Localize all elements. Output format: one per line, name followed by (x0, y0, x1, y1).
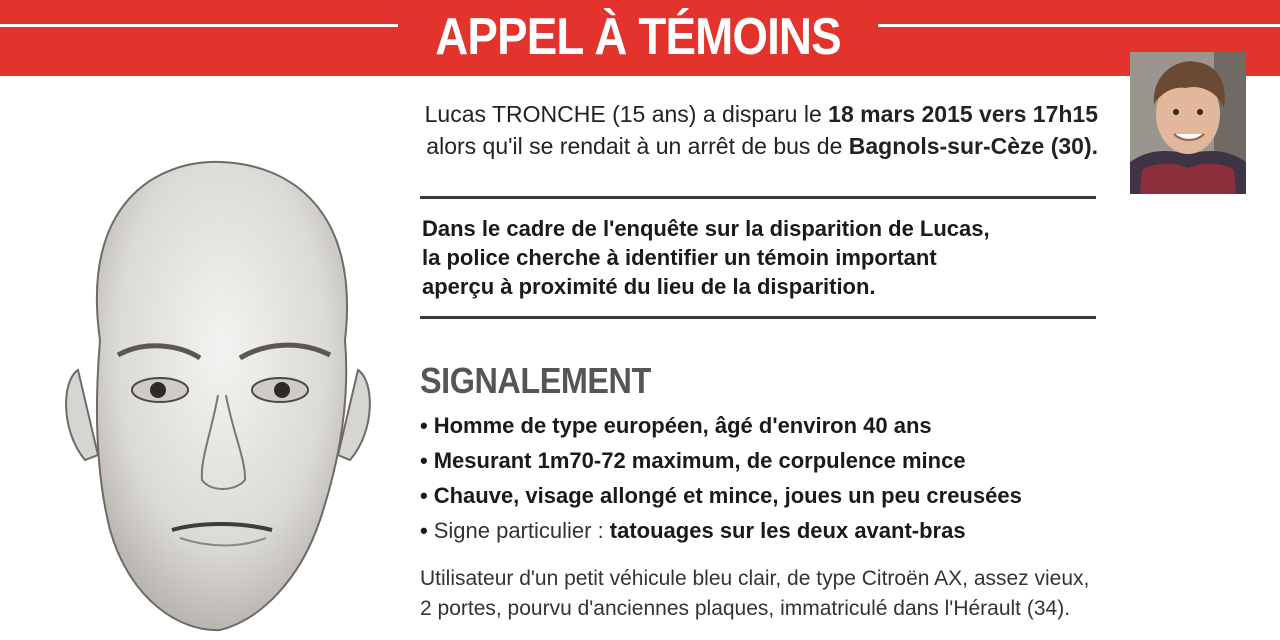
vehicle-line-1: Utilisateur d'un petit véhicule bleu clair, de type Citroën AX, assez vieux, (420, 567, 1090, 590)
notice-line-3: aperçu à proximité du lieu de la disparition. (422, 274, 876, 299)
signalement-item-particular: • Signe particulier : tatouages sur les deux avant-bras (420, 518, 966, 543)
signalement-list (420, 408, 1022, 548)
banner-line-left (0, 24, 398, 27)
particular-label: Signe particulier : (433, 518, 610, 543)
disappearance-place: Bagnols-sur-Cèze (30). (848, 133, 1098, 159)
divider-bottom (420, 316, 1096, 319)
signalement-item: • Homme de type européen, âgé d'environ 40 ans (420, 413, 932, 438)
signalement-item: • Chauve, visage allongé et mince, joues un peu creusées (420, 483, 1022, 508)
vehicle-line-2: 2 portes, pourvu d'anciennes plaques, immatriculé dans l'Hérault (34). (420, 597, 1071, 620)
missing-boy-photo (1130, 52, 1246, 194)
intro-line-1 (300, 98, 1098, 130)
page-title: APPEL À TÉMOINS (435, 8, 841, 66)
signalement-item-text: Chauve, visage allongé et mince, joues un peu creusées (433, 483, 1022, 508)
notice-line-2: la police cherche à identifier un témoin important (422, 245, 937, 270)
signalement-item-text: Homme de type européen, âgé d'environ 40 ans (433, 413, 932, 438)
notice-line-1: Dans le cadre de l'enquête sur la disparition de Lucas, (422, 216, 990, 241)
police-notice (422, 214, 1122, 301)
header-banner (0, 0, 1280, 76)
signalement-heading: SIGNALEMENT (420, 360, 651, 401)
particular-value: tatouages sur les deux avant-bras (609, 518, 966, 543)
composite-sketch-image (40, 140, 390, 640)
banner-line-right (878, 24, 1280, 27)
intro-line-2-text: alors qu'il se rendait à un arrêt de bus de (426, 133, 849, 159)
intro-text (300, 98, 1098, 162)
divider-top (420, 196, 1096, 199)
intro-line-2 (300, 130, 1098, 162)
vehicle-description (420, 564, 1240, 624)
signalement-item: • Mesurant 1m70-72 maximum, de corpulence mince (420, 448, 966, 473)
signalement-item-text: Mesurant 1m70-72 maximum, de corpulence mince (433, 448, 966, 473)
intro-line-1-text: Lucas TRONCHE (15 ans) a disparu le (424, 101, 829, 127)
disappearance-date: 18 mars 2015 vers 17h15 (828, 101, 1098, 127)
